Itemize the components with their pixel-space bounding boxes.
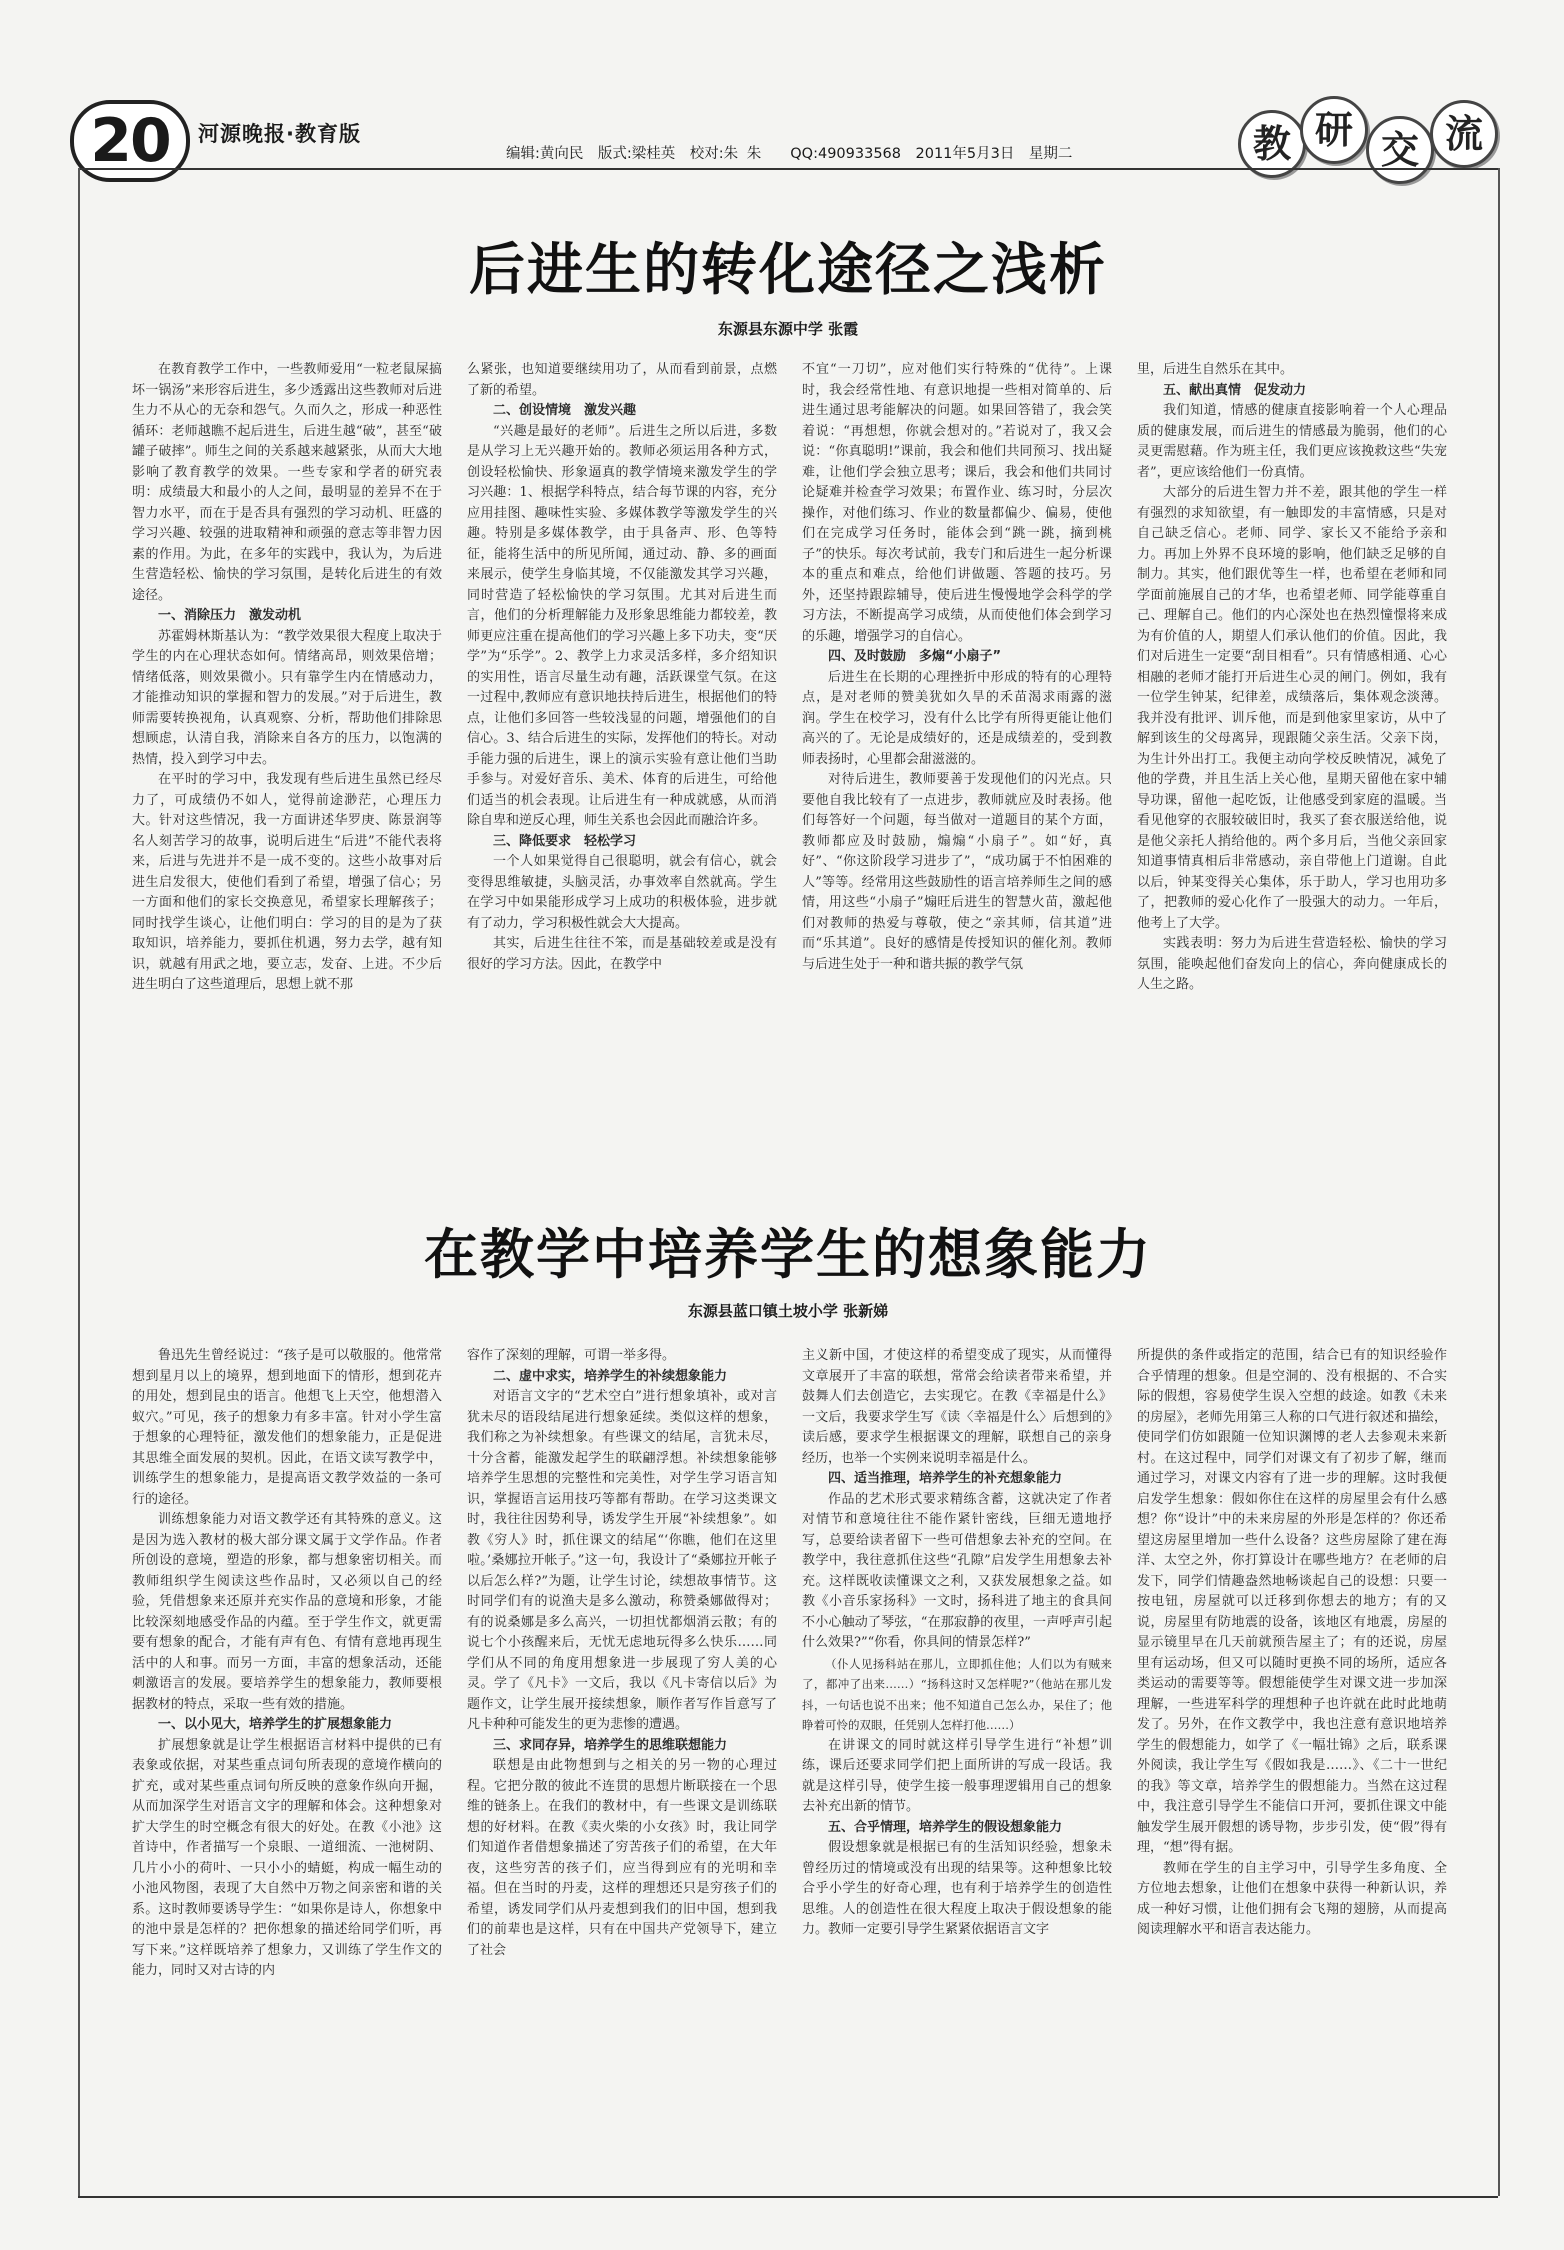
paragraph: 鲁迅先生曾经说过：“孩子是可以敬服的。他常常想到星月以上的境界，想到地面下的情形，想到花卉的用处，想到昆虫的语言。他想飞上天空，他想潜入蚁穴。”可见，孩子的想象力有多丰富。针对小学生富于想象的心理特征，激发他们的想象能力，正是促进其思维全面发展的契机。因此，在语文读写教学中，训练学生的想象能力，是提高语文教学效益的一条可行的途径。 <box>132 1348 442 1507</box>
article2-title: 在教学中培养学生的想象能力 <box>424 1223 1152 1286</box>
frame-right <box>1498 168 1500 2196</box>
section-char: 研 <box>1300 96 1368 164</box>
section-heading: 五、献出真情 促发动力 <box>1163 382 1307 398</box>
paragraph: 假设想象就是根据已有的生活知识经验，想象未曾经历过的情境或没有出现的结果等。这种想象比较合乎小学生的好奇心理，也有利于培养学生的创造性思维。人的创造性在很大程度上取决于假设想象的能力。教师一定要引导学生紧紧依据语言文字 <box>802 1840 1112 1937</box>
article1-column <box>1137 360 1447 1212</box>
paragraph: 在平时的学习中，我发现有些后进生虽然已经尽力了，可成绩仍不如人，觉得前途渺茫，心理压力大。针对这些情况，我一方面讲述华罗庚、陈景润等名人刻苦学习的故事，说明后进生“后进”不能代表将来，后进与先进并不是一成不变的。这些小故事对后进生启发很大，使他们看到了希望，增强了信心；另一方面和他们的家长交换意见，希望家长理解孩子；同时找学生谈心，让他们明白：学习的目的是为了获取知识，培养能力，要抓住机遇，努力去学，越有知识，就越有用武之地，要立志，发奋、上进。不少后进生明白了这些道理后，思想上就不那 <box>132 772 442 992</box>
section-heading: 三、降低要求 轻松学习 <box>493 833 637 849</box>
paragraph: 其实，后进生往往不笨，而是基础较差或是没有很好的学习方法。因此，在教学中 <box>467 936 777 972</box>
paragraph: 一个人如果觉得自己很聪明，就会有信心，就会变得思维敏捷，头脑灵活，办事效率自然就高。学生在学习中如果能形成学习上成功的积极体验，进步就有了动力，学习积极性就会大大提高。 <box>467 854 777 931</box>
frame-left <box>78 168 80 2196</box>
paragraph: 作品的艺术形式要求精练含蓄，这就决定了作者对情节和意境往往不能作紧针密线，巨细无遗地抒写，总要给读者留下一些可借想象去补充的空间。在教学中，我往意抓住这些“孔隙”启发学生用想象去补充。这样既收读懂课文之利，又获发展想象之益。如教《小音乐家扬科》一文时，扬科进了地主的食具间不小心触动了琴弦，“在那寂静的夜里，一声呼声引起什么效果?”“你看，你具间的情景怎样?” <box>802 1491 1112 1650</box>
footer-rule <box>78 2196 1498 2198</box>
paragraph: 后进生在长期的心理挫折中形成的特有的心理特点，是对老师的赞美犹如久旱的禾苗渴求雨露的滋润。学生在校学习，没有什么比学有所得更能让他们高兴的了。无论是成绩好的，还是成绩差的，受到教师表扬时，心里都会甜滋滋的。 <box>802 669 1112 767</box>
paragraph: 大部分的后进生智力并不差，跟其他的学生一样有强烈的求知欲望，有一触即发的丰富情感，只是对自己缺乏信心。老师、同学、家长又不能给予亲和力。再加上外界不良环境的影响，他们缺乏足够的自制力。其实，他们跟优等生一样，也希望在老师和同学面前施展自己的才华，也希望老师、同学能尊重自己、理解自己。他们的内心深处也在热烈憧憬将来成为有价值的人，期望人们承认他们的价值。因此，我们对后进生一定要“刮目相看”。只有情感相通、心心相融的老师才能打开后进生心灵的闸门。例如，我有一位学生钟某，纪律差，成绩落后，集体观念淡薄。我并没有批评、训斥他，而是到他家里家访，从中了解到该生的父母离异，现跟随父亲生活。父亲下岗，为生计外出打工。我便主动向学校反映情况，减免了他的学费，并且生活上关心他，星期天留他在家中辅导功课，留他一起吃饭，让他感受到家庭的温暖。当看见他穿的衣服较破旧时，我买了套衣服送给他，说是他父亲托人捎给他的。两个多月后，当他父亲回家知道事情真相后非常感动，亲自带他上门道谢。自此以后，钟某变得关心集体，乐于助人，学习也用功多了，把教师的爱心化作了一股强大的动力。一年后，他考上了大学。 <box>1137 485 1447 931</box>
article1-column <box>802 360 1112 1212</box>
section-heading: 二、创设情境 激发兴趣 <box>493 403 637 418</box>
section-heading: 四、适当推理，培养学生的补充想象能力 <box>828 1471 1063 1486</box>
article2-author: 东源县蓝口镇土坡小学 张新娣 <box>687 1302 889 1320</box>
section-char: 教 <box>1238 110 1306 178</box>
article1-column <box>467 360 777 1212</box>
article1-title: 后进生的转化途径之浅析 <box>469 238 1107 303</box>
newspaper-name: 河源晚报·教育版 <box>198 122 361 146</box>
section-heading: 一、消除压力 激发动机 <box>158 608 302 623</box>
paragraph: 不宜“一刀切”，应对他们实行特殊的“优待”。上课时，我会经常性地、有意识地提一些相对简单的、后进生通过思考能解决的问题。如果回答错了，我会笑着说：“再想想，你就会想对的。”若说对了，我又会说：“你真聪明!”课前，我会和他们共同预习、找出疑难，让他们学会独立思考；课后，我会和他们共同讨论疑难并检查学习效果；布置作业、练习时，分层次操作，对他们练习、作业的数量都偏少、偏易，使他们在完成学习任务时，能体会到“跳一跳，摘到桃子”的快乐。每次考试前，我专门和后进生一起分析课本的重点和难点，给他们讲做题、答题的技巧。另外，还坚持跟踪辅导，使后进生慢慢地学会科学的学习方法，不断提高学习成绩，从而使他们体会到学习的乐趣，增强学习的自信心。 <box>802 362 1112 644</box>
edit-info: 编辑:黄向民 版式:梁桂英 校对:朱 朱 QQ:490933568 2011年5月3日 星期二 <box>506 146 1073 162</box>
section-char: 交 <box>1366 116 1434 184</box>
paragraph: 主义新中国，才使这样的希望变成了现实，从而懂得文章展开了丰富的联想，常常会给读者带来希望，并鼓舞人们去创造它，去实现它。在教《幸福是什么》一文后，我要求学生写《读〈幸福是什么〉后想到的》读后感，要求学生根据课文的理解，联想自己的亲身经历，也举一个实例来说明幸福是什么。 <box>802 1348 1112 1466</box>
section-heading: 五、合乎情理，培养学生的假设想象能力 <box>828 1819 1063 1835</box>
article1-author: 东源县东源中学 张霞 <box>717 320 859 338</box>
paragraph: 苏霍姆林斯基认为：“教学效果很大程度上取决于学生的内在心理状态如何。情绪高昂，则效果倍增；情绪低落，则效果微小。只有靠学生内在情感动力，才能推动知识的掌握和智力的发展。”对于后进生，教师需要转换视角，认真观察、分析，帮助他们排除思想顾虑，认清自我，消除来自各方的压力，以饱满的热情，投入到学习中去。 <box>132 628 442 767</box>
paragraph: 教师在学生的自主学习中，引导学生多角度、全方位地去想象，让他们在想象中获得一种新认识，养成一种好习惯，让他们拥有会飞翔的翅膀，从而提高阅读理解水平和语言表达能力。 <box>1137 1860 1447 1937</box>
article1-body <box>132 360 1447 1212</box>
paragraph: 所提供的条件或指定的范围，结合已有的知识经验作合乎情理的想象。但是空洞的、没有根据的、不合实际的假想，容易使学生误入空想的歧途。如教《未来的房屋》，老师先用第三人称的口气进行叙述和描绘，使同学们仿如跟随一位知识渊博的老人去参观未来新村。在这过程中，同学们对课文有了初步了解，继而通过学习，对课文内容有了进一步的理解。这时我便启发学生想象：假如你住在这样的房屋里会有什么感想？你“设计”中的未来房屋的外形是怎样的？你还希望这房屋里增加一些什么设备？这些房屋除了建在海洋、太空之外，你打算设计在哪些地方？在老师的启发下，同学们情趣盎然地畅谈起自己的设想：只要一按电钮，房屋就可以迁移到你想去的地方；有的又说，房屋里有防地震的设备，该地区有地震，房屋的显示镜里早在几天前就预告屋主了；有的还说，房屋里有运动场，但又可以随时更换不同的场所，适应各类运动的需要等等。假想能使学生对课文进一步加深理解，一些进军科学的理想种子也许就在此时此地萌发了。另外，在作文教学中，我也注意有意识地培养学生的假想能力，如学了《一幅壮锦》之后，联系课外阅读，我让学生写《假如我是……》、《二十一世纪的我》等文章，培养学生的假想能力。当然在这过程中，我注意引导学生不能信口开河，要抓住课文中能触发学生展开假想的诱导物，步步引发，使“假”得有理，“想”得有据。 <box>1137 1348 1447 1855</box>
article2-column <box>1137 1346 1447 2188</box>
section-heading: 四、及时鼓励 多煽“小扇子” <box>828 649 1002 664</box>
paragraph: 在讲课文的同时就这样引导学生进行“补想”训练，课后还要求同学们把上面所讲的写成一段话。我就是这样引导，使学生接一般事理逻辑用自己的想象去补充出新的情节。 <box>802 1737 1112 1814</box>
article2-column <box>132 1346 442 2188</box>
section-char: 流 <box>1430 100 1498 168</box>
page-number: 20 <box>70 100 190 182</box>
paragraph: 容作了深刻的理解，可谓一举多得。 <box>467 1348 676 1363</box>
paragraph: （仆人见扬科站在那儿，立即抓住他；人们以为有贼来了，都冲了出来……）“扬科这时又怎样呢?”（他站在那儿发抖，一句话也说不出来；他不知道自己怎么办，呆住了；他睁着可怜的双眼，任凭别人怎样打他……） <box>802 1656 1112 1732</box>
section-badge <box>1238 96 1508 186</box>
paragraph: “兴趣是最好的老师”。后进生之所以后进，多数是从学习上无兴趣开始的。教师必须运用各种方式，创设轻松愉快、形象逼真的教学情境来激发学生的学习兴趣：1、根据学科特点，结合每节课的内容，充分应用挂图、趣味性实验、多媒体教学等激发学生的兴趣。特别是多媒体教学，由于具备声、形、色等特征，能将生活中的所见所闻，通过动、静、多的画面来展示，使学生身临其境，不仅能激发其学习兴趣，同时营造了轻松愉快的学习氛围。尤其对后进生而言，他们的分析理解能力及形象思维能力都较差，教师更应注重在提高他们的学习兴趣上多下功夫，变“厌学”为“乐学”。2、教学上力求灵活多样，多介绍知识的实用性，语言尽量生动有趣，活跃课堂气氛。在这一过程中,教师应有意识地扶持后进生，根据他们的特点，让他们多回答一些较浅显的问题，增强他们的自信心。3、结合后进生的实际，发挥他们的特长。对动手能力强的后进生，课上的演示实验有意让他们当助手参与。对爱好音乐、美术、体育的后进生，可给他们适当的机会表现。让后进生有一种成就感，从而消除自卑和逆反心理，师生关系也会因此而融洽许多。 <box>467 423 777 828</box>
paragraph: 实践表明：努力为后进生营造轻松、愉快的学习氛围，能唤起他们奋发向上的信心，奔向健康成长的人生之路。 <box>1137 936 1447 992</box>
paragraph: 在教育教学工作中，一些教师爱用“一粒老鼠屎搞坏一锅汤”来形容后进生，多少透露出这些教师对后进生力不从心的无奈和怨气。久而久之，形成一种恶性循环：老师越瞧不起后进生，后进生越“破”，甚至“破罐子破摔”。师生之间的关系越来越紧张，从而大大地影响了教育教学的效果。一些专家和学者的研究表明：成绩最大和最小的人之间，最明显的差异不在于智力水平，而在于是否具有强烈的学习动机、旺盛的学习兴趣、较强的进取精神和顽强的意志等非智力因素的作用。为此，在多年的实践中，我认为，为后进生营造轻松、愉快的学习氛围，是转化后进生的有效途径。 <box>132 362 442 603</box>
article2-column <box>802 1346 1112 2188</box>
paragraph: 我们知道，情感的健康直接影响着一个人心理品质的健康发展，而后进生的情感最为脆弱，他们的心灵更需慰藉。作为班主任，我们更应该挽救这些“失宠者”，更应该给他们一份真情。 <box>1137 403 1447 480</box>
article2-column <box>467 1346 777 2188</box>
paragraph: 对语言文字的“艺术空白”进行想象填补，或对言犹未尽的语段结尾进行想象延续。类似这样的想象，我们称之为补续想象。有些课文的结尾，言犹未尽，十分含蓄，能激发起学生的联翩浮想。补续想象能够培养学生思想的完整性和完美性，对学生学习语言知识，掌握语言运用技巧等都有帮助。在学习这类课文时，我往往因势利导，诱发学生开展“补续想象”。如教《穷人》时，抓住课文的结尾“‘你瞧，他们在这里啦。’桑娜拉开帐子。”这一句，我设计了“桑娜拉开帐子以后怎么样?”为题，让学生讨论，续想故事情节。这时同学们有的说渔夫是多么激动，称赞桑娜做得对；有的说桑娜是多么高兴，一切担忧都烟消云散；有的说七个小孩醒来后，无忧无虑地玩得多么快乐……同学们从不同的角度用想象进一步展现了穷人美的心灵。学了《凡卡》一文后，我以《凡卡寄信以后》为题作文，让学生展开接续想象，顺作者写作旨意写了凡卡种种可能发生的更为悲惨的遭遇。 <box>467 1389 777 1732</box>
paragraph: 么紧张，也知道要继续用功了，从而看到前景，点燃了新的希望。 <box>467 362 777 398</box>
section-heading: 二、虚中求实，培养学生的补续想象能力 <box>493 1368 728 1384</box>
article2-body <box>132 1346 1447 2188</box>
section-heading: 三、求同存异，培养学生的思维联想能力 <box>493 1737 728 1753</box>
paragraph: 联想是由此物想到与之相关的另一物的心理过程。它把分散的彼此不连贯的思想片断联接在一个思维的链条上。在我们的教材中，有一些课文是训练联想的好材料。在教《卖火柴的小女孩》时，我让同学们知道作者借想象描述了穷苦孩子们的希望，在大年夜，这些穷苦的孩子们，应当得到应有的光明和幸福。但在当时的丹麦，这样的理想还只是穷孩子们的希望，诱发同学们从丹麦想到我们的旧中国，想到我们的前辈也是这样，只有在中国共产党领导下，建立了社会 <box>467 1758 777 1958</box>
paragraph: 里，后进生自然乐在其中。 <box>1137 362 1294 377</box>
article1-column <box>132 360 442 1212</box>
paragraph: 训练想象能力对语文教学还有其特殊的意义。这是因为选入教材的极大部分课文属于文学作品。作者所创设的意境，塑造的形象，都与想象密切相关。而教师组织学生阅读这些作品时，又必须以自己的经验，凭借想象来还原并充实作品的意境和形象，才能比较深刻地感受作品的内蕴。至于学生作文，就更需要有想象的配合，才能有声有色、有情有意地再现生活中的人和事。而另一方面，丰富的想象活动，还能刺激语言的发展。要培养学生的想象能力，教师要根据教材的特点，采取一些有效的措施。 <box>132 1512 442 1712</box>
paragraph: 对待后进生，教师要善于发现他们的闪光点。只要他自我比较有了一点进步，教师就应及时表扬。他们每答好一个问题，每当做对一道题目的某个方面，教师都应及时鼓励，煽煽“小扇子”。如“好，真好”、“你这阶段学习进步了”，“成功属于不怕困难的人”等等。经常用这些鼓励性的语言培养师生之间的感情，用这些“小扇子”煽旺后进生的智慧火苗，激起他们对教师的热爱与尊敬，使之“亲其师，信其道”进而“乐其道”。良好的感情是传授知识的催化剂。教师与后进生处于一种和谐共振的教学气氛 <box>802 772 1112 972</box>
header-rule <box>78 168 1498 170</box>
paragraph: 扩展想象就是让学生根据语言材料中提供的已有表象或依据，对某些重点词句所表现的意境作横向的扩充，或对某些重点词句所反映的意象作纵向开掘，从而加深学生对语言文字的理解和体会。这种想象对扩大学生的时空概念有很大的好处。在教《小池》这首诗中，作者描写一个泉眼、一道细流、一池树阴、几片小小的荷叶、一只小小的蜻蜓，构成一幅生动的小池风物图，表现了大自然中万物之间亲密和谐的关系。这时教师要诱导学生：“如果你是诗人，你想象中的池中景是怎样的？把你想象的描述给同学们听，再写下来。”这样既培养了想象力，又训练了学生作文的能力，同时又对古诗的内 <box>132 1737 442 1978</box>
section-heading: 一、以小见大，培养学生的扩展想象能力 <box>158 1717 393 1732</box>
